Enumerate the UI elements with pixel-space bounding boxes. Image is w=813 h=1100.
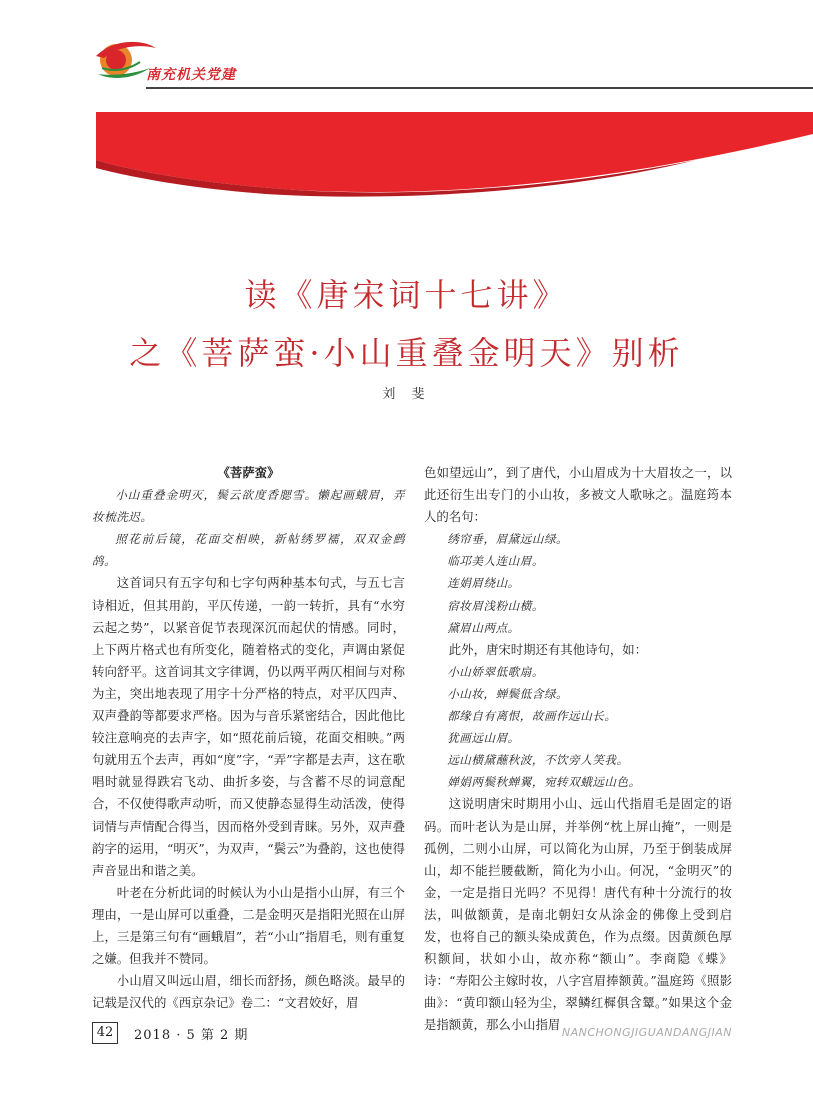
poem-quote: 临邛美人连山眉。 bbox=[447, 554, 544, 569]
poem-stanza: 小山重叠金明灭，鬓云欲度香腮雪。懒起画蛾眉，弄妆梳洗迟。 bbox=[92, 488, 405, 525]
poem-stanza: 照花前后镜，花面交相映，新帖绣罗襦，双双金鹧鸪。 bbox=[92, 532, 405, 569]
body-paragraph: 这首词只有五字句和七字句两种基本句式，与五七言诗相近，但其用韵，平仄传递，一韵一转折，具有“水穷云起之势”，以紧音促节表现深沉而起伏的情感。同时，上下两片格式也有所变化，随着格式的变化，声调由紧促转向舒平。这首词其文字律调，仍以两平两仄相间与对称为主，突出地表现了用字十分严格的特点，对平仄四声、双声叠韵等都要求严格。因为与音乐紧密结合，因此他比较注意响亮的去声字，如“照花前后镜，花面交相映。”两句就用五个去声，再如“度”字，“弄”字都是去声，这在歌唱时就显得跌宕飞动、曲折多姿，与含蓄不尽的词意配合，不仅使得歌声动听，而又使静态显得生动活泼，使得词情与声情配合得当，因而格外受到青睐。另外，双声叠韵字的运用，“明灭”，为双声，“鬓云”为叠韵，这也使得声音显出和谐之美。 bbox=[92, 575, 405, 878]
poem-quote: 都缘自有离恨，故画作远山长。 bbox=[447, 709, 617, 724]
article-title-line-1: 读《唐宋词十七讲》 bbox=[244, 276, 569, 314]
body-paragraph: 色如望远山”，到了唐代，小山眉成为十大眉妆之一，以此还衍生出专门的小山妆，多被文人歌咏之。温庭筠本人的名句： bbox=[424, 465, 732, 525]
body-paragraph: 此外，唐宋时期还有其他诗句，如： bbox=[448, 641, 648, 657]
poem-quote: 婵娟两鬓秋蝉翼，宛转双蛾远山色。 bbox=[447, 775, 641, 790]
poem-quote: 小山娇翠低歌扇。 bbox=[447, 664, 544, 679]
poem-quote: 小山妆，蝉鬓低含绿。 bbox=[447, 686, 569, 701]
poem-quote: 黛眉山两点。 bbox=[447, 620, 520, 635]
article-author: 刘 斐 bbox=[382, 387, 431, 402]
body-paragraph: 小山眉又叫远山眉，细长而舒扬，颜色略淡。最早的记载是汉代的《西京杂记》卷二：“文君姣好，眉 bbox=[92, 973, 405, 1011]
page-number: 42 bbox=[92, 1022, 118, 1044]
magazine-name-english: NANCHONGJIGUANDANGJIAN bbox=[561, 1026, 732, 1039]
poem-quote: 犹画远山眉。 bbox=[447, 731, 520, 746]
red-swoosh-banner bbox=[96, 112, 813, 196]
body-paragraph: 叶老在分析此词的时候认为小山是指小山屏，有三个理由，一是山屏可以重叠，二是金明灭是指阳光照在山屏上，三是第三句有“画蛾眉”，若“小山”指眉毛，则有重复之嫌。但我并不赞同。 bbox=[92, 884, 405, 967]
header-divider bbox=[146, 87, 813, 89]
left-text-column bbox=[92, 462, 405, 1017]
poem-quote: 连娟眉绕山。 bbox=[447, 576, 520, 591]
body-paragraph: 这说明唐宋时期用小山、远山代指眉毛是固定的语码。而叶老认为是山屏，并举例“枕上屏山掩”，一则是孤例，二则小山屏，可以简化为山屏，乃至于倒装成屏山，却不能拦腰截断，简化为小山。何况，“金明灭”的金，一定是指日光吗？不见得！唐代有种十分流行的妆法，叫做额黄，是南北朝妇女从涂金的佛像上受到启发，也将自己的额头染成黄色，作为点缀。因黄颜色厚积额间，状如小山，故亦称“额山”。李商隐《蝶》诗：“寿阳公主嫁时妆，八字宫眉捧额黄。”温庭筠《照影曲》：“黄印额山轻为尘，翠鳞红樨俱含颦。”如果这个金是指额黄，那么小山指眉 bbox=[424, 796, 732, 1033]
magazine-title: 南充机关党建 bbox=[146, 67, 236, 83]
poem-quote: 远山横黛蘸秋波，不饮旁人笑我。 bbox=[447, 753, 629, 768]
issue-label: 2018 · 5 第 2 期 bbox=[134, 1028, 249, 1043]
poem-quote: 宿妆眉浅粉山横。 bbox=[447, 598, 544, 613]
poem-quote: 绣帘垂，眉黛远山绿。 bbox=[447, 532, 569, 547]
article-title-line-2: 之《菩萨蛮·小山重叠金明天》别析 bbox=[129, 334, 684, 372]
page-footer bbox=[92, 1022, 732, 1046]
poem-heading: 《菩萨蛮》 bbox=[217, 465, 280, 480]
